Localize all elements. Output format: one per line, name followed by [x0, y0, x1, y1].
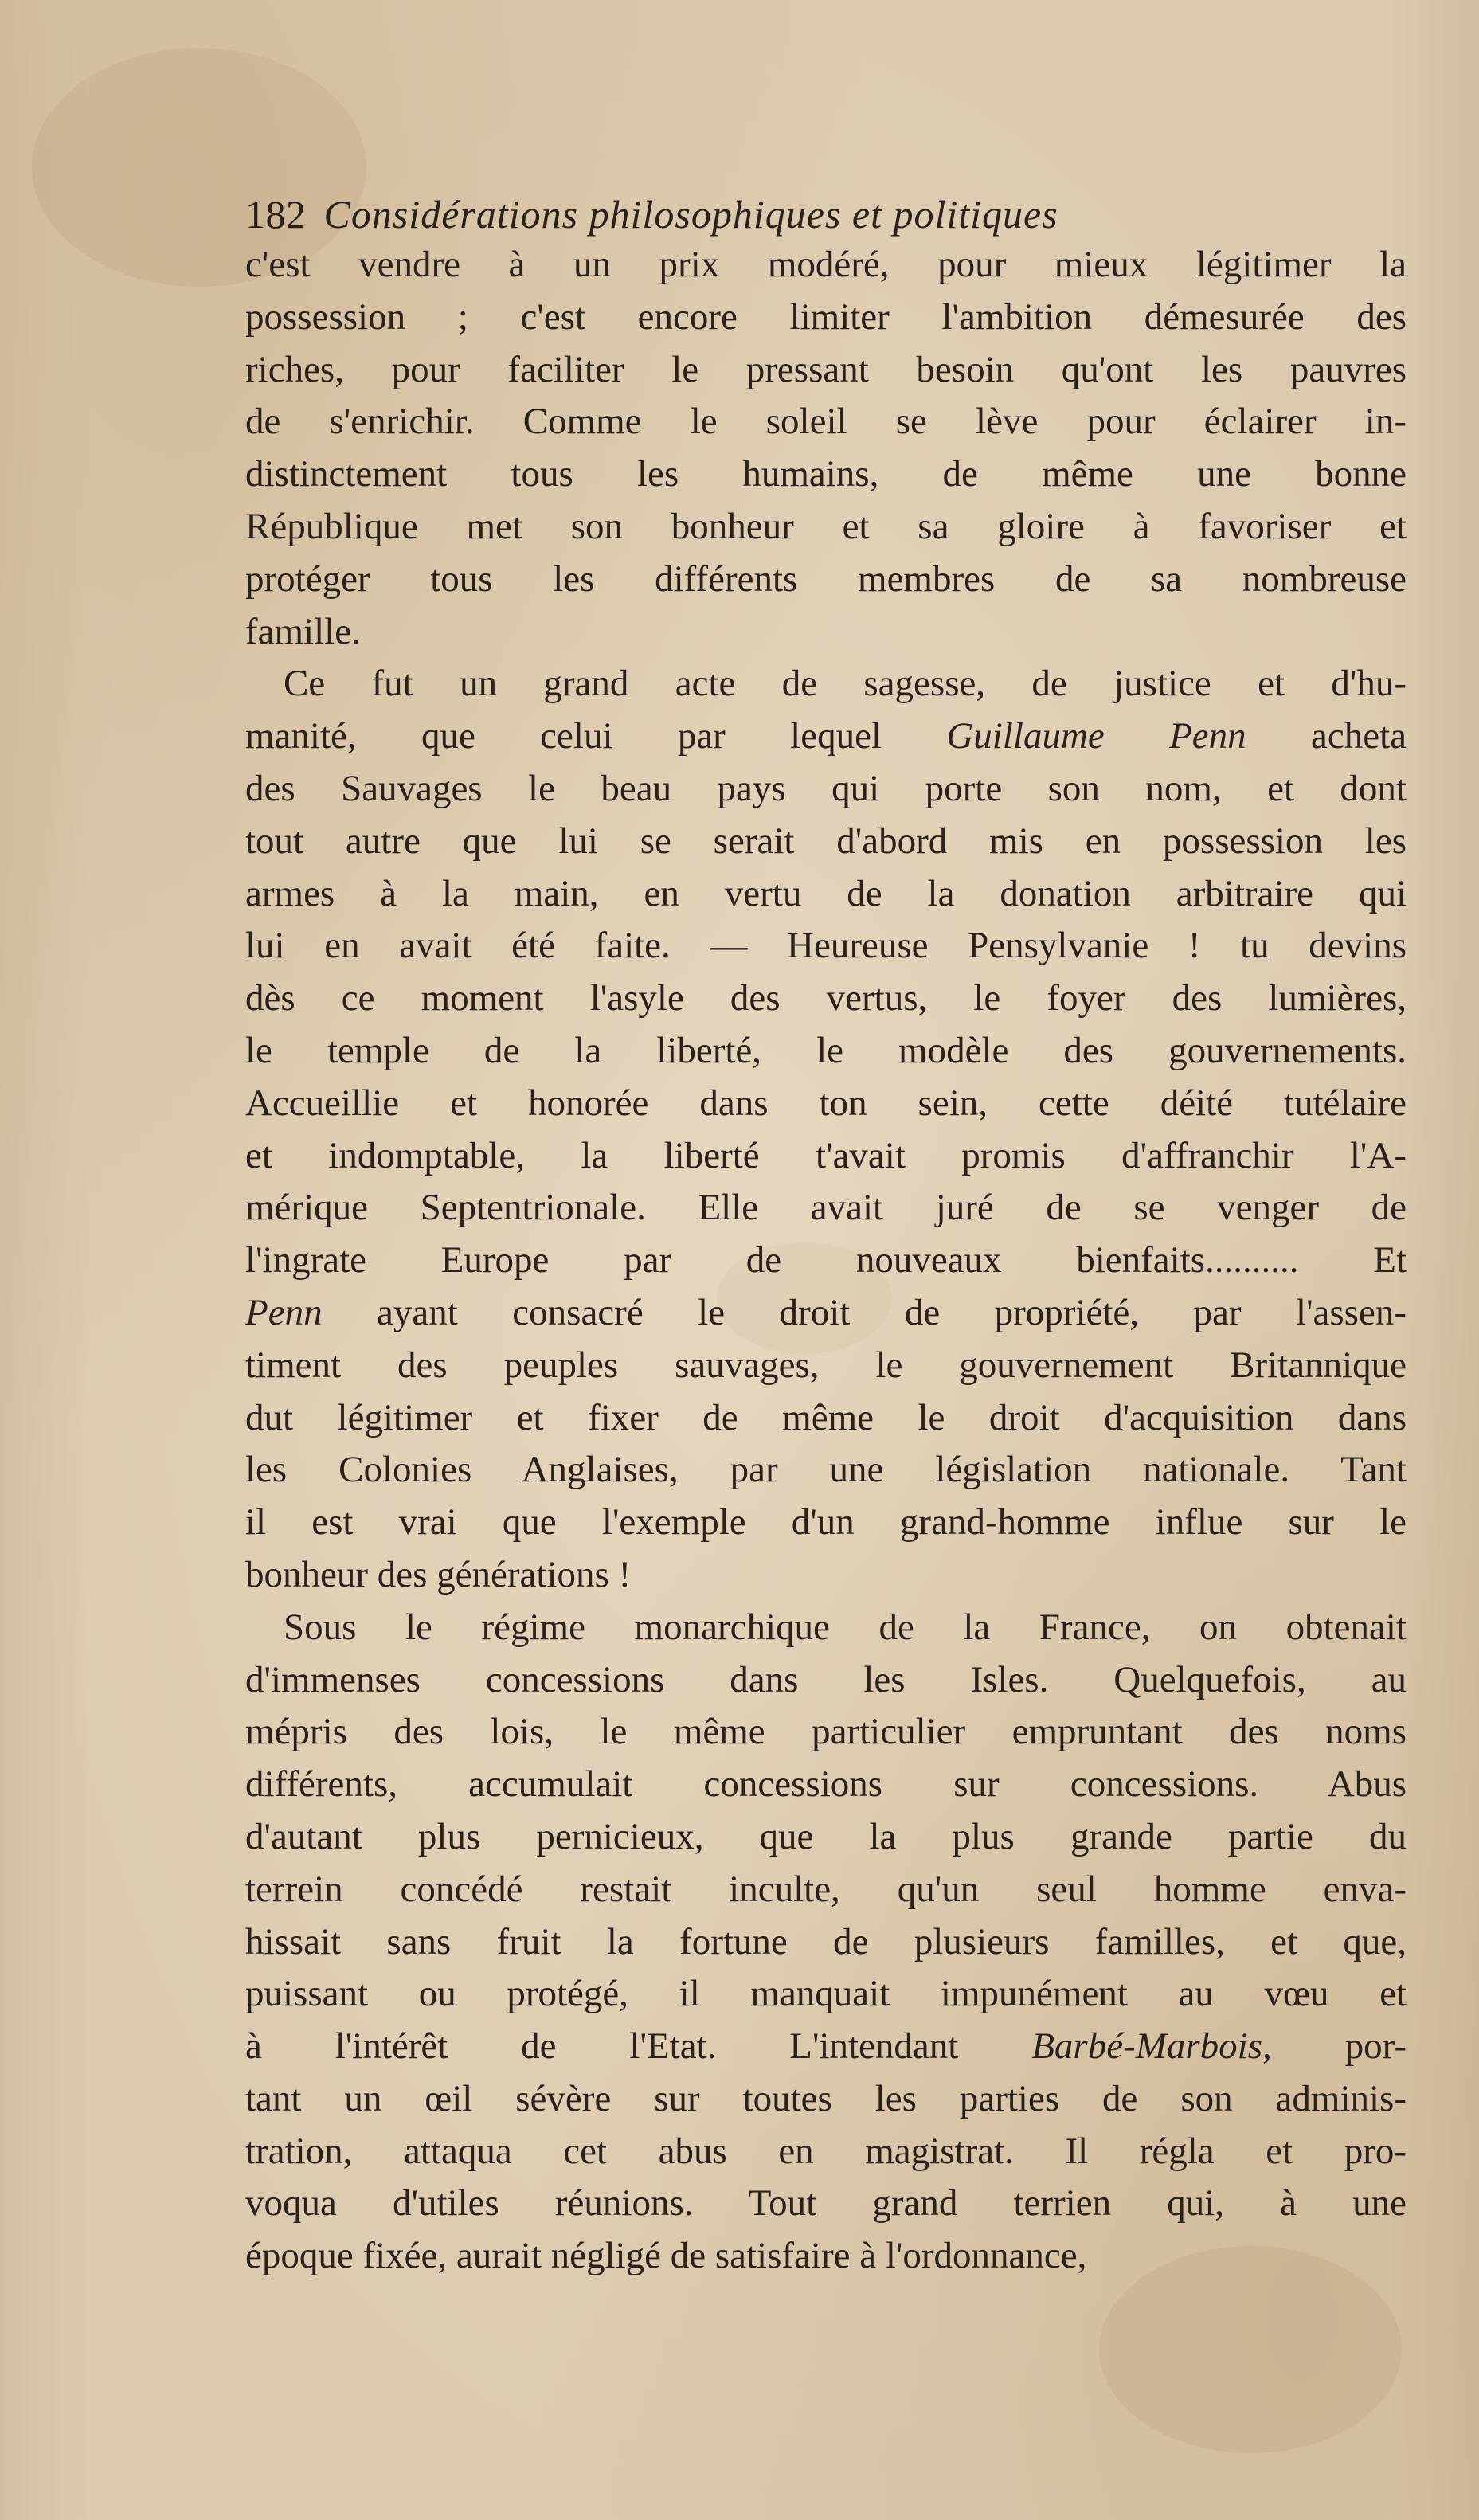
italic-name: Guillaume Penn	[946, 715, 1246, 757]
text-block	[245, 190, 1407, 2283]
text-line: armes à la main, en vertu de la donation arbitraire qui	[245, 872, 1407, 914]
running-header	[245, 190, 1407, 239]
text-line: c'est vendre à un prix modéré, pour mieux légitimer la	[245, 244, 1407, 285]
text-line: timent des peuples sauvages, le gouvernement Britannique	[245, 1344, 1407, 1386]
text-line: hissait sans fruit la fortune de plusieurs familles, et que,	[245, 1920, 1407, 1962]
text-line: d'immenses concessions dans les Isles. Quelquefois, au	[245, 1658, 1407, 1700]
text-line: bonheur des générations !	[245, 1553, 632, 1595]
text-line: tration, attaqua cet abus en magistrat. Il régla et pro-	[245, 2130, 1407, 2172]
text-line: protéger tous les différents membres de sa nombreuse	[245, 558, 1407, 600]
text-line: le temple de la liberté, le modèle des gouvernements.	[245, 1029, 1407, 1071]
text-line: des Sauvages le beau pays qui porte son nom, et dont	[245, 767, 1407, 809]
page-number: 182	[245, 192, 307, 237]
text-line: voqua d'utiles réunions. Tout grand terrien qui, à une	[245, 2182, 1407, 2225]
text-line: terrein concédé restait inculte, qu'un seul homme enva-	[245, 1868, 1407, 1910]
text-line: d'autant plus pernicieux, que la plus grande partie du	[245, 1815, 1407, 1857]
text-line: et indomptable, la liberté t'avait promis d'affranchir l'A-	[245, 1134, 1407, 1176]
text-line: tant un œil sévère sur toutes les parties de son adminis-	[245, 2077, 1407, 2119]
paragraph	[245, 239, 1407, 658]
text-line: puissant ou protégé, il manquait impunément au vœu et	[245, 1973, 1407, 2015]
text-line: possession ; c'est encore limiter l'ambition démesurée des	[245, 295, 1407, 338]
text-line: il est vrai que l'exemple d'un grand-homme influe sur le	[245, 1501, 1407, 1544]
text-line: l'ingrate Europe par de nouveaux bienfaits.......... Et	[245, 1239, 1407, 1282]
text-line: tout autre que lui se serait d'abord mis en possession les	[245, 820, 1407, 862]
italic-name: Barbé-Marbois	[1031, 2025, 1262, 2068]
text-line: distinctement tous les humains, de même une bonne	[245, 453, 1407, 495]
text-line: dès ce moment l'asyle des vertus, le foyer des lumières,	[245, 977, 1407, 1019]
text-line: de s'enrichir. Comme le soleil se lève pour éclairer in-	[245, 401, 1407, 443]
text-line: famille.	[245, 610, 361, 652]
text-line: les Colonies Anglaises, par une législation nationale. Tant	[245, 1449, 1407, 1491]
text-line: lui en avait été faite. — Heureuse Pensylvanie ! tu devins	[245, 925, 1407, 967]
text-line: Ce fut un grand acte de sagesse, de justice et d'hu-	[284, 663, 1407, 705]
text-line: Sous le régime monarchique de la France, on obtenait	[284, 1606, 1407, 1648]
running-title: Considérations philosophiques et politiques	[323, 192, 1058, 237]
paragraph	[245, 658, 1407, 1601]
text-line: Accueillie et honorée dans ton sein, cette déité tutélaire	[245, 1082, 1407, 1124]
text-line: Penn ayant consacré le droit de propriété, par l'assen-	[245, 1291, 1407, 1333]
text-line: mérique Septentrionale. Elle avait juré de se venger de	[245, 1187, 1407, 1229]
text-line: mépris des lois, le même particulier empruntant des noms	[245, 1711, 1407, 1753]
text-line: manité, que celui par lequel Guillaume Penn acheta	[245, 715, 1407, 757]
text-line: riches, pour faciliter le pressant besoin qu'ont les pauvres	[245, 348, 1407, 390]
text-line: République met son bonheur et sa gloire à favoriser et	[245, 505, 1407, 547]
text-line: époque fixée, aurait négligé de satisfaire à l'ordonnance,	[245, 2235, 1087, 2277]
text-line: à l'intérêt de l'Etat. L'intendant Barbé-Marbois, por-	[245, 2025, 1407, 2068]
italic-name: Penn	[245, 1291, 323, 1333]
paragraph	[245, 1602, 1407, 2283]
text-line: dut légitimer et fixer de même le droit d'acquisition dans	[245, 1396, 1407, 1438]
text-line: différents, accumulait concessions sur concessions. Abus	[245, 1763, 1407, 1806]
body-text	[245, 239, 1407, 2283]
